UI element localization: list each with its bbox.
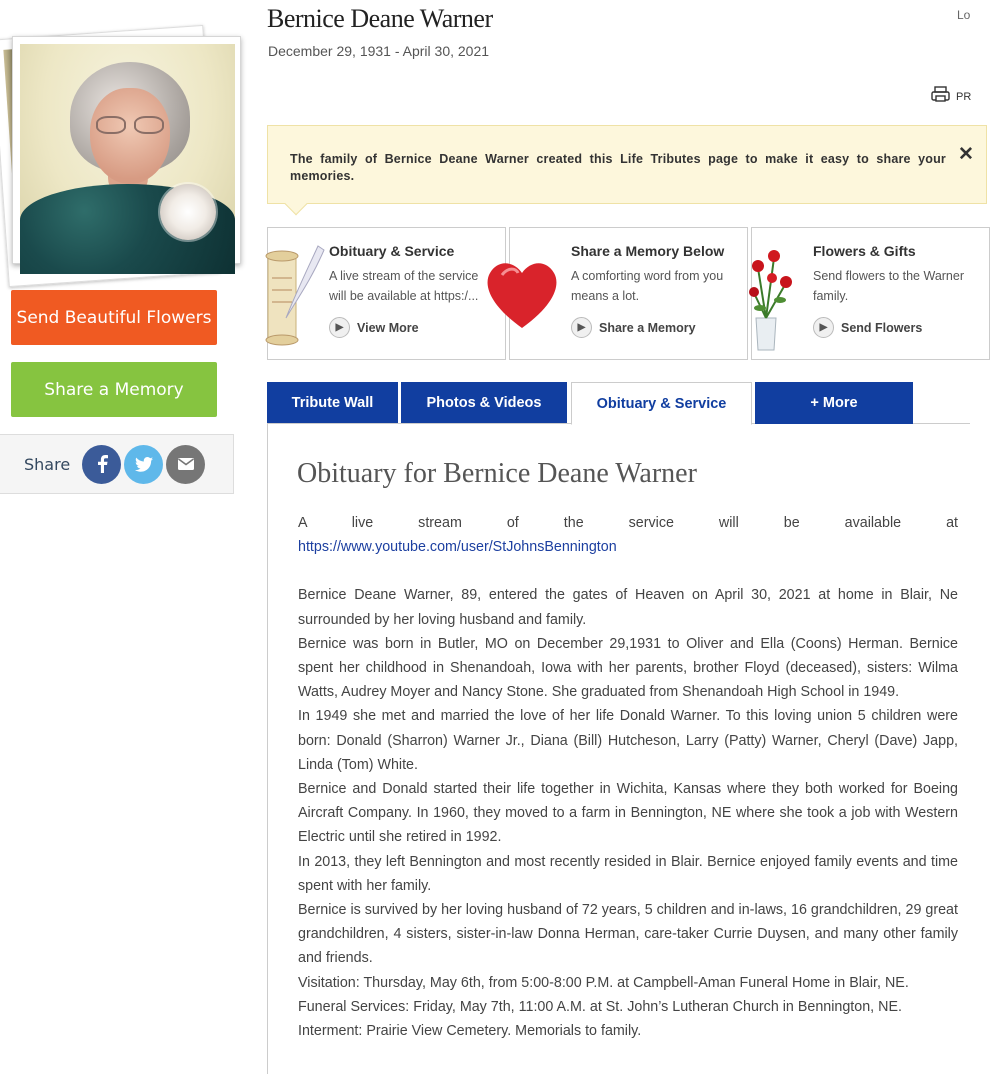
visitation-line: Visitation: Thursday, May 6th, from 5:00-8:00 P.M. at Campbell-Aman Funeral Home in Blair, NE. <box>298 974 909 991</box>
share-memory-link[interactable] <box>571 317 696 338</box>
share-label: Share <box>24 454 71 474</box>
twitter-icon[interactable] <box>124 445 163 484</box>
facebook-icon[interactable] <box>82 445 121 484</box>
share-panel <box>0 434 234 494</box>
obituary-body <box>298 511 958 1043</box>
notice-text: The family of Bernice Deane Warner created this Life Tributes page to make it easy to share your memories. <box>290 152 946 183</box>
tab-tribute-wall[interactable]: Tribute Wall <box>267 382 398 424</box>
card-description: A live stream of the service will be available at https:/... <box>329 269 479 303</box>
card-title: Obituary & Service <box>329 243 455 259</box>
roses-vase-icon <box>752 238 812 358</box>
card-description: Send flowers to the Warner family. <box>813 269 964 303</box>
print-label: PR <box>956 90 972 103</box>
card-title: Share a Memory Below <box>571 243 725 259</box>
card-obituary-service[interactable] <box>267 227 506 360</box>
chevron-right-icon: ▶ <box>571 317 592 338</box>
obituary-paragraph: In 1949 she met and married the love of her life Donald Warner. To this loving union 5 children were born: Donald (Sharron) Warner Jr., Diana (Bill) Hutcheson, Larry (Patty) Warner, Cheryl (Dave) Japp, Linda (Tom) White. <box>298 708 958 773</box>
obituary-title: Obituary for Bernice Deane Warner <box>297 458 697 489</box>
tab-photos-videos[interactable]: Photos & Videos <box>401 382 567 424</box>
obituary-paragraph: In 2013, they left Bennington and most recently resided in Blair. Bernice enjoyed family events and time spent with her family. <box>298 853 958 894</box>
heart-icon <box>510 238 570 358</box>
share-memory-button[interactable]: Share a Memory <box>11 362 217 417</box>
send-flowers-button[interactable]: Send Beautiful Flowers <box>11 290 217 345</box>
tab-more[interactable]: + More <box>755 382 913 424</box>
portrait-image <box>20 44 235 258</box>
share-memory-label: Share a Memory <box>599 320 696 335</box>
view-more-label: View More <box>357 320 419 335</box>
obituary-paragraph: Bernice was born in Butler, MO on December 29,1931 to Oliver and Ella (Coons) Herman. Bernice spent her childhood in Shenandoah, Iowa with her parents, brother Floyd (deceased), sisters: Wilma Watts, Audrey Moyer and Nancy Stone. She graduated from Shenandoah High School in 1949. <box>298 635 958 701</box>
tab-obituary-service[interactable]: Obituary & Service <box>571 382 752 425</box>
obituary-paragraph: Bernice and Donald started their life together in Wichita, Kansas where they both worked for Boeing Aircraft Company. In 1960, they moved to a farm in Bennington, NE where she took a job with Western Electric until she retired in 1992. <box>298 781 958 846</box>
livestream-text: A live stream of the service will be available at <box>298 515 958 531</box>
card-title: Flowers & Gifts <box>813 243 916 259</box>
close-icon[interactable]: ✕ <box>958 144 975 165</box>
send-flowers-link[interactable] <box>813 317 922 338</box>
memorial-portrait-frame[interactable] <box>12 36 241 264</box>
card-share-memory[interactable] <box>509 227 748 360</box>
scroll-quill-icon <box>268 238 328 358</box>
tribute-notice <box>267 125 987 204</box>
obituary-paragraph: Bernice is survived by her loving husband of 72 years, 5 children and in-laws, 16 grandchildren, 29 great grandchildren, 4 sisters, sister-in-law Donna Herman, care-taker Currie Duysen, and many other family and friends. <box>298 902 958 967</box>
card-description: A comforting word from you means a lot. <box>571 269 724 303</box>
funeral-line: Funeral Services: Friday, May 7th, 11:00 A.M. at St. John’s Lutheran Church in Bennington, NE. <box>298 998 902 1015</box>
life-dates: December 29, 1931 - April 30, 2021 <box>268 43 490 59</box>
livestream-link[interactable]: https://www.youtube.com/user/StJohnsBennington <box>298 539 617 556</box>
card-flowers-gifts[interactable] <box>751 227 990 360</box>
chevron-right-icon: ▶ <box>813 317 834 338</box>
memorial-photo-stack <box>0 22 245 282</box>
obituary-paragraph: Bernice Deane Warner, 89, entered the gates of Heaven on April 30, 2021 at home in Blair, Ne surrounded by her loving husband and family. <box>298 587 958 628</box>
email-icon[interactable] <box>166 445 205 484</box>
interment-line: Interment: Prairie View Cemetery. Memorials to family. <box>298 1023 642 1040</box>
login-link[interactable]: Lo <box>957 8 971 22</box>
chevron-right-icon: ▶ <box>329 317 350 338</box>
send-flowers-label: Send Flowers <box>841 320 923 335</box>
printer-icon <box>931 86 950 107</box>
decedent-name: Bernice Deane Warner <box>267 4 493 33</box>
print-button[interactable] <box>931 86 971 107</box>
view-more-link[interactable] <box>329 317 419 338</box>
